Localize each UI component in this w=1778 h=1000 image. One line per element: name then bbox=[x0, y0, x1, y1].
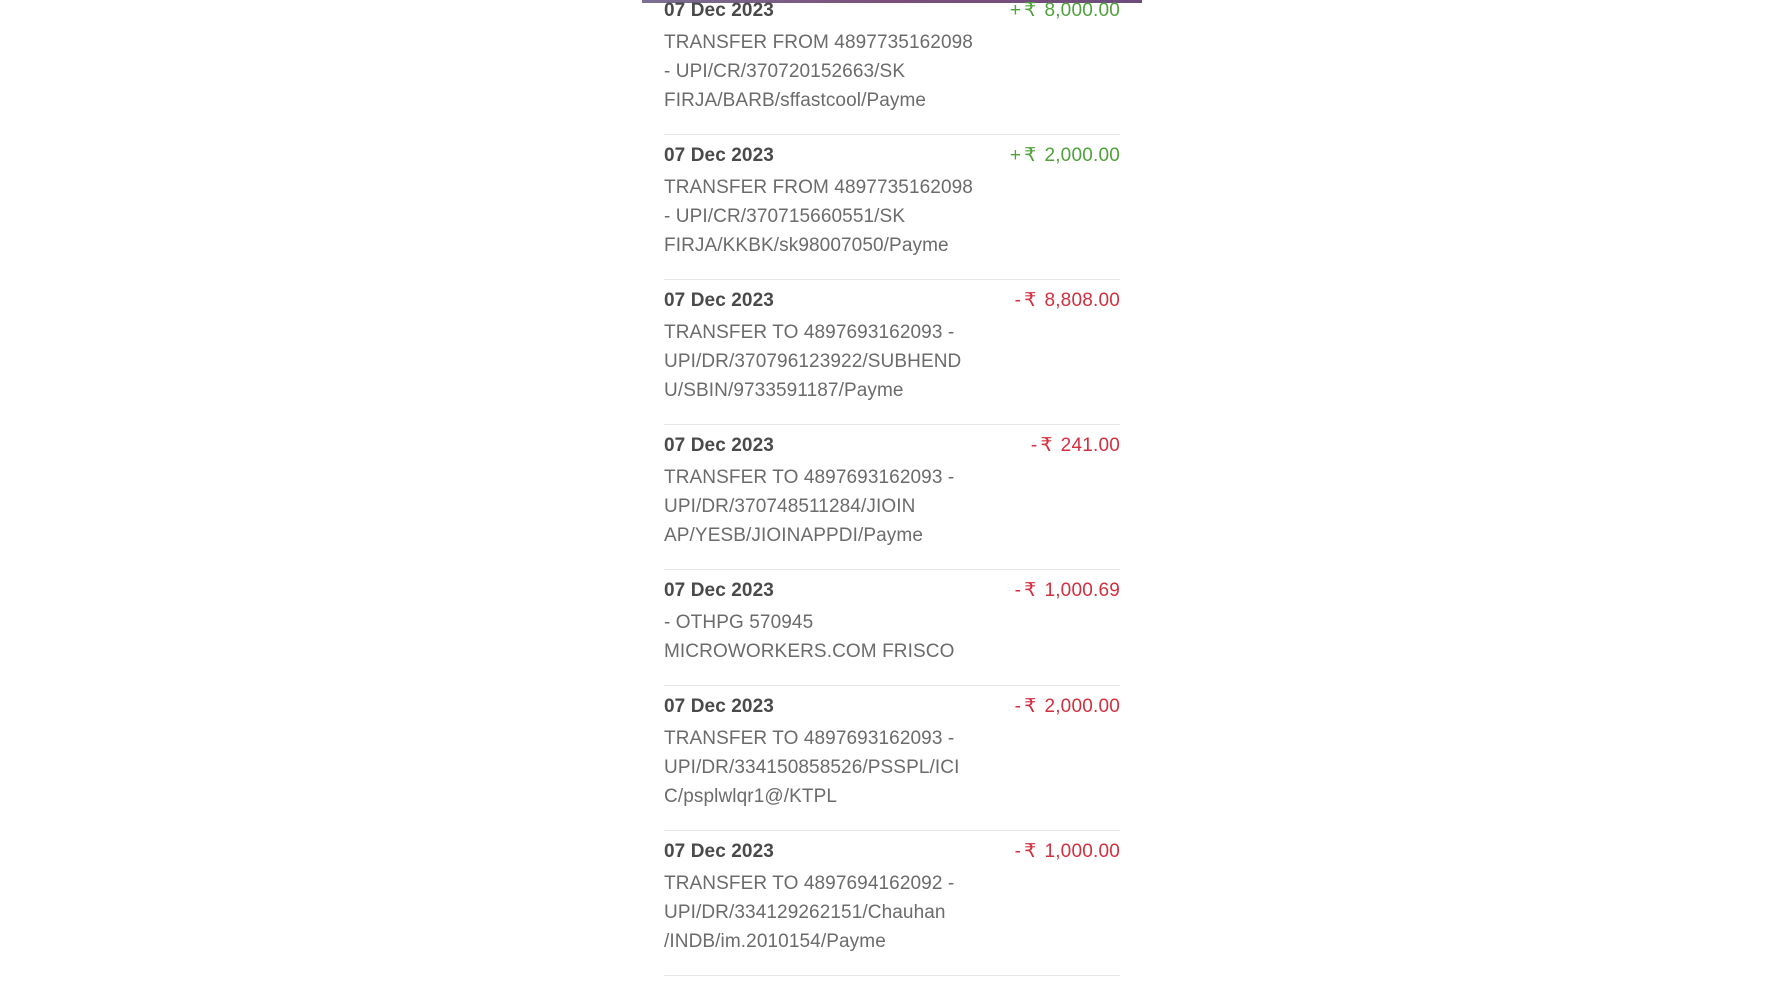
description-line: UPI/DR/370796123922/SUBHEND bbox=[664, 351, 962, 372]
description-line: UPI/DR/334129262151/Chauhan bbox=[664, 902, 946, 923]
description-line: UPI/DR/334150858526/PSSPL/ICI bbox=[664, 757, 960, 778]
transaction-amount bbox=[1015, 840, 1120, 863]
description-line: FIRJA/BARB/sffastcool/Payme bbox=[664, 90, 927, 111]
amount-sign: + bbox=[1009, 145, 1022, 166]
transaction-amount bbox=[1015, 695, 1120, 718]
transaction-amount bbox=[1015, 289, 1120, 312]
amount-sign: - bbox=[1014, 580, 1022, 601]
transaction-item[interactable] bbox=[664, 135, 1120, 280]
amount-value: 8,000.00 bbox=[1044, 0, 1120, 21]
rupee-icon: ₹ bbox=[1024, 580, 1037, 601]
amount-sign: - bbox=[1014, 841, 1022, 862]
description-line: MICROWORKERS.COM FRISCO bbox=[664, 641, 955, 662]
description-line: UPI/DR/370748511284/JIOIN bbox=[664, 496, 916, 517]
transaction-description bbox=[664, 724, 984, 811]
transaction-description bbox=[664, 608, 984, 666]
description-line: TRANSFER TO 4897693162093 - bbox=[664, 728, 955, 749]
transaction-item[interactable] bbox=[664, 0, 1120, 135]
amount-value: 1,000.69 bbox=[1044, 580, 1120, 601]
app-screen bbox=[642, 0, 1142, 1000]
description-line: TRANSFER TO 4897693162093 - bbox=[664, 467, 955, 488]
transaction-date: 07 Dec 2023 bbox=[664, 435, 774, 456]
description-line: TRANSFER FROM 4897735162098 bbox=[664, 177, 973, 198]
transaction-item[interactable] bbox=[664, 831, 1120, 976]
amount-value: 241.00 bbox=[1060, 435, 1120, 456]
amount-value: 1,000.00 bbox=[1044, 841, 1120, 862]
transaction-description bbox=[664, 869, 984, 956]
description-line: - UPI/CR/370720152663/SK bbox=[664, 61, 906, 82]
rupee-icon: ₹ bbox=[1024, 696, 1037, 717]
rupee-icon: ₹ bbox=[1024, 290, 1037, 311]
amount-value: 2,000.00 bbox=[1044, 696, 1120, 717]
description-line: - OTHPG 570945 bbox=[664, 612, 814, 633]
rupee-icon: ₹ bbox=[1040, 435, 1053, 456]
description-line: C/psplwlqr1@/KTPL bbox=[664, 786, 838, 807]
description-line: TRANSFER TO 4897693162093 - bbox=[664, 322, 955, 343]
transaction-amount bbox=[1010, 144, 1120, 167]
transaction-description bbox=[664, 318, 984, 405]
transaction-date: 07 Dec 2023 bbox=[664, 696, 774, 717]
description-line: TRANSFER FROM 4897735162098 bbox=[664, 32, 973, 53]
transaction-date: 07 Dec 2023 bbox=[664, 290, 774, 311]
rupee-icon: ₹ bbox=[1024, 145, 1037, 166]
amount-value: 2,000.00 bbox=[1044, 145, 1120, 166]
transaction-description bbox=[664, 173, 984, 260]
transaction-item[interactable] bbox=[664, 280, 1120, 425]
description-line: AP/YESB/JIOINAPPDI/Payme bbox=[664, 525, 923, 546]
description-line: /INDB/im.2010154/Payme bbox=[664, 931, 886, 952]
amount-sign: + bbox=[1009, 0, 1022, 21]
description-line: U/SBIN/9733591187/Payme bbox=[664, 380, 904, 401]
transaction-amount bbox=[1031, 434, 1120, 457]
amount-sign: - bbox=[1014, 696, 1022, 717]
transaction-date: 07 Dec 2023 bbox=[664, 841, 774, 862]
transaction-description bbox=[664, 463, 984, 550]
transaction-item[interactable] bbox=[664, 686, 1120, 831]
rupee-icon: ₹ bbox=[1024, 0, 1037, 21]
transaction-description bbox=[664, 28, 984, 115]
amount-sign: - bbox=[1014, 290, 1022, 311]
transaction-amount bbox=[1015, 579, 1120, 602]
description-line: FIRJA/KKBK/sk98007050/Payme bbox=[664, 235, 949, 256]
description-line: - UPI/CR/370715660551/SK bbox=[664, 206, 906, 227]
description-line: TRANSFER TO 4897694162092 - bbox=[664, 873, 955, 894]
transaction-item[interactable] bbox=[664, 425, 1120, 570]
transaction-list[interactable] bbox=[664, 0, 1120, 976]
amount-value: 8,808.00 bbox=[1044, 290, 1120, 311]
transaction-item[interactable] bbox=[664, 570, 1120, 686]
amount-sign: - bbox=[1030, 435, 1038, 456]
transaction-date: 07 Dec 2023 bbox=[664, 145, 774, 166]
transaction-amount bbox=[1010, 0, 1120, 22]
transaction-date: 07 Dec 2023 bbox=[664, 580, 774, 601]
transaction-date: 07 Dec 2023 bbox=[664, 0, 774, 21]
rupee-icon: ₹ bbox=[1024, 841, 1037, 862]
